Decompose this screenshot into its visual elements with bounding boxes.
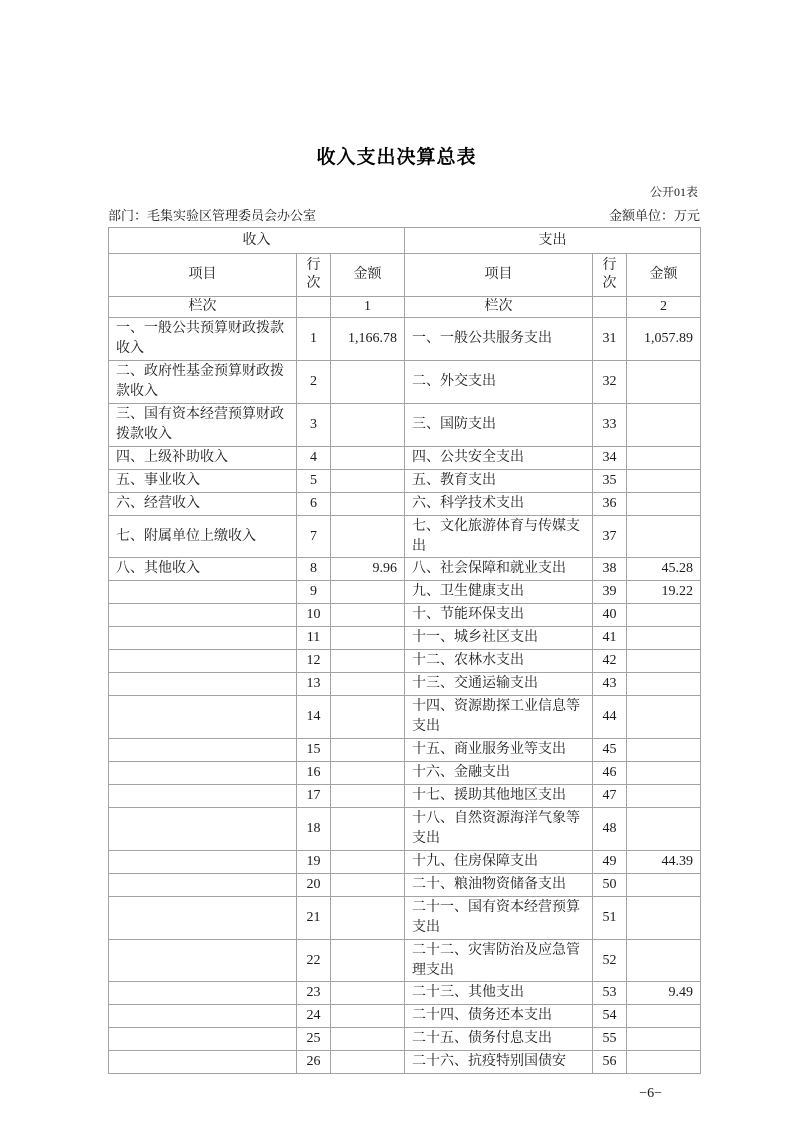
expense-item-cell: 二十四、债务还本支出 xyxy=(405,1005,593,1028)
income-amount-cell xyxy=(331,739,405,762)
income-rowno-cell: 2 xyxy=(297,361,331,404)
income-amount-cell xyxy=(331,361,405,404)
expense-rowno-cell: 36 xyxy=(593,492,627,515)
expense-rowno-cell: 54 xyxy=(593,1005,627,1028)
table-row xyxy=(109,318,701,361)
expense-amount-cell xyxy=(627,361,701,404)
income-rowno-cell: 22 xyxy=(297,939,331,982)
income-rowno-cell: 5 xyxy=(297,469,331,492)
table-row xyxy=(109,896,701,939)
page-title: 收入支出决算总表 xyxy=(316,147,477,168)
income-amount-cell xyxy=(331,403,405,446)
expense-amount-cell xyxy=(627,673,701,696)
expense-rowno-cell: 37 xyxy=(593,515,627,558)
table-row xyxy=(109,673,701,696)
expense-amount-cell xyxy=(627,515,701,558)
income-amount-cell: 1,166.78 xyxy=(331,318,405,361)
table-row xyxy=(109,1005,701,1028)
income-amount-cell xyxy=(331,982,405,1005)
expense-item-cell: 二十二、灾害防治及应急管理支出 xyxy=(405,939,593,982)
expense-rowno-cell: 44 xyxy=(593,696,627,739)
table-row xyxy=(109,696,701,739)
expense-amount-cell xyxy=(627,739,701,762)
expense-item-cell: 三、国防支出 xyxy=(405,403,593,446)
income-item-cell: 五、事业收入 xyxy=(109,469,297,492)
unit-label: 金额单位：万元 xyxy=(608,208,700,223)
income-amount-cell xyxy=(331,1005,405,1028)
income-item-cell xyxy=(109,604,297,627)
expense-item-cell: 八、社会保障和就业支出 xyxy=(405,558,593,581)
income-amount-cell xyxy=(331,873,405,896)
income-rowno-cell: 7 xyxy=(297,515,331,558)
expense-rowno-cell: 48 xyxy=(593,808,627,851)
column-header-row xyxy=(109,254,701,297)
table-row xyxy=(109,558,701,581)
expense-amount-cell xyxy=(627,650,701,673)
income-amount-cell xyxy=(331,785,405,808)
expense-item-cell: 二十六、抗疫特别国债安 xyxy=(405,1051,593,1074)
table-row xyxy=(109,762,701,785)
expense-rowno-cell: 51 xyxy=(593,896,627,939)
income-rowno-cell: 17 xyxy=(297,785,331,808)
expense-rowno-cell: 31 xyxy=(593,318,627,361)
income-rowno-cell: 24 xyxy=(297,1005,331,1028)
expense-item-cell: 十一、城乡社区支出 xyxy=(405,627,593,650)
income-rowno-cell: 9 xyxy=(297,581,331,604)
income-amount-cell xyxy=(331,650,405,673)
expense-amount-cell xyxy=(627,1028,701,1051)
income-item-cell: 二、政府性基金预算财政拨款收入 xyxy=(109,361,297,404)
expense-item-cell: 十四、资源勘探工业信息等支出 xyxy=(405,696,593,739)
table-row xyxy=(109,982,701,1005)
expense-rowno-cell: 49 xyxy=(593,850,627,873)
income-amount-cell xyxy=(331,446,405,469)
budget-summary-table xyxy=(108,227,701,1074)
income-amount-cell xyxy=(331,696,405,739)
income-amount-cell xyxy=(331,850,405,873)
expense-item-cell: 九、卫生健康支出 xyxy=(405,581,593,604)
income-item-cell xyxy=(109,873,297,896)
income-rowno-cell: 1 xyxy=(297,318,331,361)
expense-rowno-cell: 43 xyxy=(593,673,627,696)
expense-rowno-cell: 41 xyxy=(593,627,627,650)
income-rowno-cell: 10 xyxy=(297,604,331,627)
income-rowno-cell: 11 xyxy=(297,627,331,650)
income-rowno-cell: 20 xyxy=(297,873,331,896)
income-rowno-cell: 8 xyxy=(297,558,331,581)
table-row xyxy=(109,739,701,762)
income-item-cell: 三、国有资本经营预算财政拨款收入 xyxy=(109,403,297,446)
expense-item-cell: 六、科学技术支出 xyxy=(405,492,593,515)
income-item-cell xyxy=(109,696,297,739)
expense-amount-cell: 9.49 xyxy=(627,982,701,1005)
expense-amount-cell xyxy=(627,627,701,650)
income-amount-cell xyxy=(331,627,405,650)
table-row xyxy=(109,581,701,604)
income-amount-cell xyxy=(331,1051,405,1074)
table-row xyxy=(109,939,701,982)
expense-rowno-cell: 42 xyxy=(593,650,627,673)
expense-rowno-cell: 46 xyxy=(593,762,627,785)
expense-item-cell: 十七、援助其他地区支出 xyxy=(405,785,593,808)
expense-amount-cell xyxy=(627,1051,701,1074)
expense-item-cell: 十九、住房保障支出 xyxy=(405,850,593,873)
income-item-cell xyxy=(109,785,297,808)
income-rowno-cell: 6 xyxy=(297,492,331,515)
income-item-cell: 八、其他收入 xyxy=(109,558,297,581)
income-rowno-cell: 14 xyxy=(297,696,331,739)
expense-item-cell: 二十一、国有资本经营预算支出 xyxy=(405,896,593,939)
income-rowno-header: 行次 xyxy=(297,254,331,297)
income-rowno-cell: 25 xyxy=(297,1028,331,1051)
income-item-cell xyxy=(109,762,297,785)
table-row xyxy=(109,1051,701,1074)
income-amount-cell xyxy=(331,808,405,851)
expense-item-cell: 二十三、其他支出 xyxy=(405,982,593,1005)
income-amount-cell xyxy=(331,581,405,604)
expense-amount-cell xyxy=(627,808,701,851)
table-row xyxy=(109,492,701,515)
expense-column-index: 2 xyxy=(627,297,701,318)
expense-rowno-cell: 53 xyxy=(593,982,627,1005)
income-column-index-label: 栏次 xyxy=(109,297,297,318)
income-item-cell xyxy=(109,650,297,673)
income-item-cell xyxy=(109,581,297,604)
expense-amount-cell xyxy=(627,446,701,469)
expense-item-cell: 十八、自然资源海洋气象等支出 xyxy=(405,808,593,851)
expense-item-header: 项目 xyxy=(405,254,593,297)
income-rowno-cell: 21 xyxy=(297,896,331,939)
income-item-cell: 一、一般公共预算财政拨款收入 xyxy=(109,318,297,361)
expense-column-index-label: 栏次 xyxy=(405,297,593,318)
income-item-cell xyxy=(109,939,297,982)
income-item-cell xyxy=(109,982,297,1005)
expense-section-header: 支出 xyxy=(405,228,701,254)
expense-amount-cell xyxy=(627,873,701,896)
expense-rowno-cell: 35 xyxy=(593,469,627,492)
table-row xyxy=(109,785,701,808)
expense-item-cell: 十五、商业服务业等支出 xyxy=(405,739,593,762)
income-item-cell xyxy=(109,850,297,873)
expense-item-cell: 二十五、债务付息支出 xyxy=(405,1028,593,1051)
expense-rowno-cell: 40 xyxy=(593,604,627,627)
column-index-row xyxy=(109,297,701,318)
expense-amount-cell: 1,057.89 xyxy=(627,318,701,361)
table-row xyxy=(109,446,701,469)
income-item-cell: 四、上级补助收入 xyxy=(109,446,297,469)
table-row xyxy=(109,361,701,404)
income-section-header: 收入 xyxy=(109,228,405,254)
income-rowno-cell: 18 xyxy=(297,808,331,851)
income-rowno-cell: 23 xyxy=(297,982,331,1005)
income-amount-cell xyxy=(331,896,405,939)
income-amount-cell: 9.96 xyxy=(331,558,405,581)
expense-item-cell: 十、节能环保支出 xyxy=(405,604,593,627)
income-rowno-cell: 26 xyxy=(297,1051,331,1074)
table-row xyxy=(109,850,701,873)
expense-amount-cell: 45.28 xyxy=(627,558,701,581)
table-row xyxy=(109,469,701,492)
table-row xyxy=(109,627,701,650)
expense-rowno-cell: 52 xyxy=(593,939,627,982)
expense-item-cell: 十二、农林水支出 xyxy=(405,650,593,673)
expense-amount-cell xyxy=(627,939,701,982)
expense-amount-cell xyxy=(627,1005,701,1028)
expense-amount-cell xyxy=(627,403,701,446)
expense-column-index-spacer xyxy=(593,297,627,318)
doc-code-label: 公开01表 xyxy=(649,185,698,199)
income-item-header: 项目 xyxy=(109,254,297,297)
expense-item-cell: 四、公共安全支出 xyxy=(405,446,593,469)
income-item-cell: 七、附属单位上缴收入 xyxy=(109,515,297,558)
income-amount-cell xyxy=(331,492,405,515)
expense-item-cell: 七、文化旅游体育与传媒支出 xyxy=(405,515,593,558)
table-row xyxy=(109,403,701,446)
income-rowno-cell: 16 xyxy=(297,762,331,785)
expense-amount-cell xyxy=(627,492,701,515)
income-item-cell xyxy=(109,1051,297,1074)
expense-amount-cell xyxy=(627,785,701,808)
income-amount-cell xyxy=(331,515,405,558)
income-item-cell xyxy=(109,896,297,939)
income-item-cell xyxy=(109,1005,297,1028)
table-meta xyxy=(108,183,700,224)
expense-rowno-cell: 39 xyxy=(593,581,627,604)
expense-amount-cell xyxy=(627,604,701,627)
expense-amount-cell: 19.22 xyxy=(627,581,701,604)
expense-amount-cell xyxy=(627,896,701,939)
table-body xyxy=(109,318,701,1074)
department-label: 部门：毛集实验区管理委员会办公室 xyxy=(108,208,317,223)
income-amount-header: 金额 xyxy=(331,254,405,297)
expense-rowno-cell: 45 xyxy=(593,739,627,762)
income-rowno-cell: 12 xyxy=(297,650,331,673)
table-row xyxy=(109,604,701,627)
income-amount-cell xyxy=(331,469,405,492)
income-amount-cell xyxy=(331,673,405,696)
expense-rowno-cell: 50 xyxy=(593,873,627,896)
income-item-cell xyxy=(109,739,297,762)
expense-item-cell: 二、外交支出 xyxy=(405,361,593,404)
income-rowno-cell: 4 xyxy=(297,446,331,469)
income-rowno-cell: 3 xyxy=(297,403,331,446)
income-amount-cell xyxy=(331,1028,405,1051)
expense-item-cell: 十六、金融支出 xyxy=(405,762,593,785)
table-row xyxy=(109,515,701,558)
expense-amount-cell xyxy=(627,762,701,785)
expense-item-cell: 五、教育支出 xyxy=(405,469,593,492)
expense-item-cell: 十三、交通运输支出 xyxy=(405,673,593,696)
expense-rowno-cell: 55 xyxy=(593,1028,627,1051)
expense-rowno-cell: 56 xyxy=(593,1051,627,1074)
income-column-index: 1 xyxy=(331,297,405,318)
section-header-row xyxy=(109,228,701,254)
expense-rowno-cell: 38 xyxy=(593,558,627,581)
income-rowno-cell: 19 xyxy=(297,850,331,873)
income-item-cell xyxy=(109,808,297,851)
income-rowno-cell: 13 xyxy=(297,673,331,696)
expense-amount-cell xyxy=(627,696,701,739)
table-row xyxy=(109,873,701,896)
income-item-cell: 六、经营收入 xyxy=(109,492,297,515)
income-amount-cell xyxy=(331,604,405,627)
income-item-cell xyxy=(109,627,297,650)
expense-item-cell: 二十、粮油物资储备支出 xyxy=(405,873,593,896)
expense-rowno-cell: 33 xyxy=(593,403,627,446)
income-rowno-cell: 15 xyxy=(297,739,331,762)
expense-rowno-cell: 34 xyxy=(593,446,627,469)
expense-item-cell: 一、一般公共服务支出 xyxy=(405,318,593,361)
expense-rowno-cell: 32 xyxy=(593,361,627,404)
expense-amount-cell xyxy=(627,469,701,492)
page-number: −6− xyxy=(639,1086,662,1102)
income-item-cell xyxy=(109,1028,297,1051)
income-amount-cell xyxy=(331,762,405,785)
table-row xyxy=(109,1028,701,1051)
table-row xyxy=(109,650,701,673)
expense-amount-cell: 44.39 xyxy=(627,850,701,873)
table-row xyxy=(109,808,701,851)
income-amount-cell xyxy=(331,939,405,982)
income-column-index-spacer xyxy=(297,297,331,318)
income-item-cell xyxy=(109,673,297,696)
expense-rowno-cell: 47 xyxy=(593,785,627,808)
expense-amount-header: 金额 xyxy=(627,254,701,297)
expense-rowno-header: 行次 xyxy=(593,254,627,297)
